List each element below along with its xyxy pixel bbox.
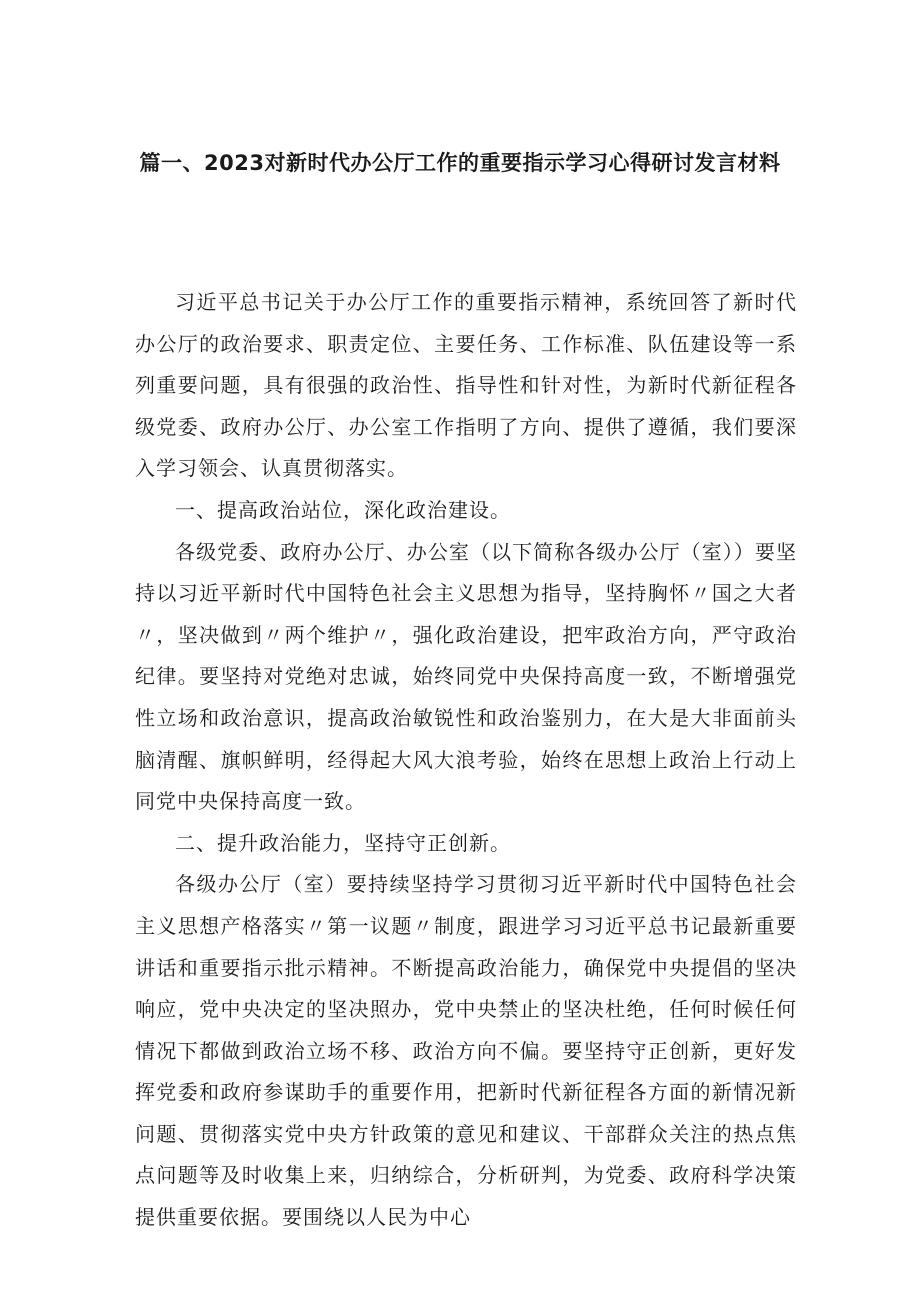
paragraph-intro: 习近平总书记关于办公厅工作的重要指示精神，系统回答了新时代办公厅的政治要求、职责定位、主要任务、工作标准、队伍建设等一系列重要问题，具有很强的政治性、指导性和针对性，为新时代新征程各级党委、政府办公厅、办公室工作指明了方向、提供了遵循，我们要深入学习领会、认真贯彻落实。 [135, 290, 797, 481]
document-body [135, 282, 797, 1239]
section-heading-1: 一、提高政治站位，深化政治建设。 [175, 497, 511, 522]
section-heading-2: 二、提升政治能力，坚持守正创新。 [175, 830, 511, 855]
paragraph-section-1: 各级党委、政府办公厅、办公室（以下简称各级办公厅（室））要坚持以习近平新时代中国特色社会主义思想为指导，坚持胸怀〃国之大者〃，坚决做到〃两个维护〃，强化政治建设，把牢政治方向，严守政治纪律。要坚持对党绝对忠诚，始终同党中央保持高度一致，不断增强党性立场和政治意识，提高政治敏锐性和政治鉴别力，在大是大非面前头脑清醒、旗帜鲜明，经得起大风大浪考验，始终在思想上政治上行动上同党中央保持高度一致。 [135, 539, 797, 814]
paragraph-section-2: 各级办公厅（室）要持续坚持学习贯彻习近平新时代中国特色社会主义思想产格落实〃第一议题〃制度，跟进学习习近平总书记最新重要讲话和重要指示批示精神。不断提高政治能力，确保党中央提倡的坚决响应，党中央决定的坚决照办，党中央禁止的坚决杜绝，任何时候任何情况下都做到政治立场不移、政治方向不偏。要坚持守正创新，更好发挥党委和政府参谋助手的重要作用，把新时代新征程各方面的新情况新问题、贯彻落实党中央方针政策的意见和建议、干部群众关注的热点焦点问题等及时收集上来，归纳综合，分析研判，为党委、政府科学决策提供重要依据。要围绕以人民为中心 [135, 872, 797, 1230]
document-title: 篇一、2023对新时代办公厅工作的重要指示学习心得研讨发言材料 [139, 151, 781, 175]
